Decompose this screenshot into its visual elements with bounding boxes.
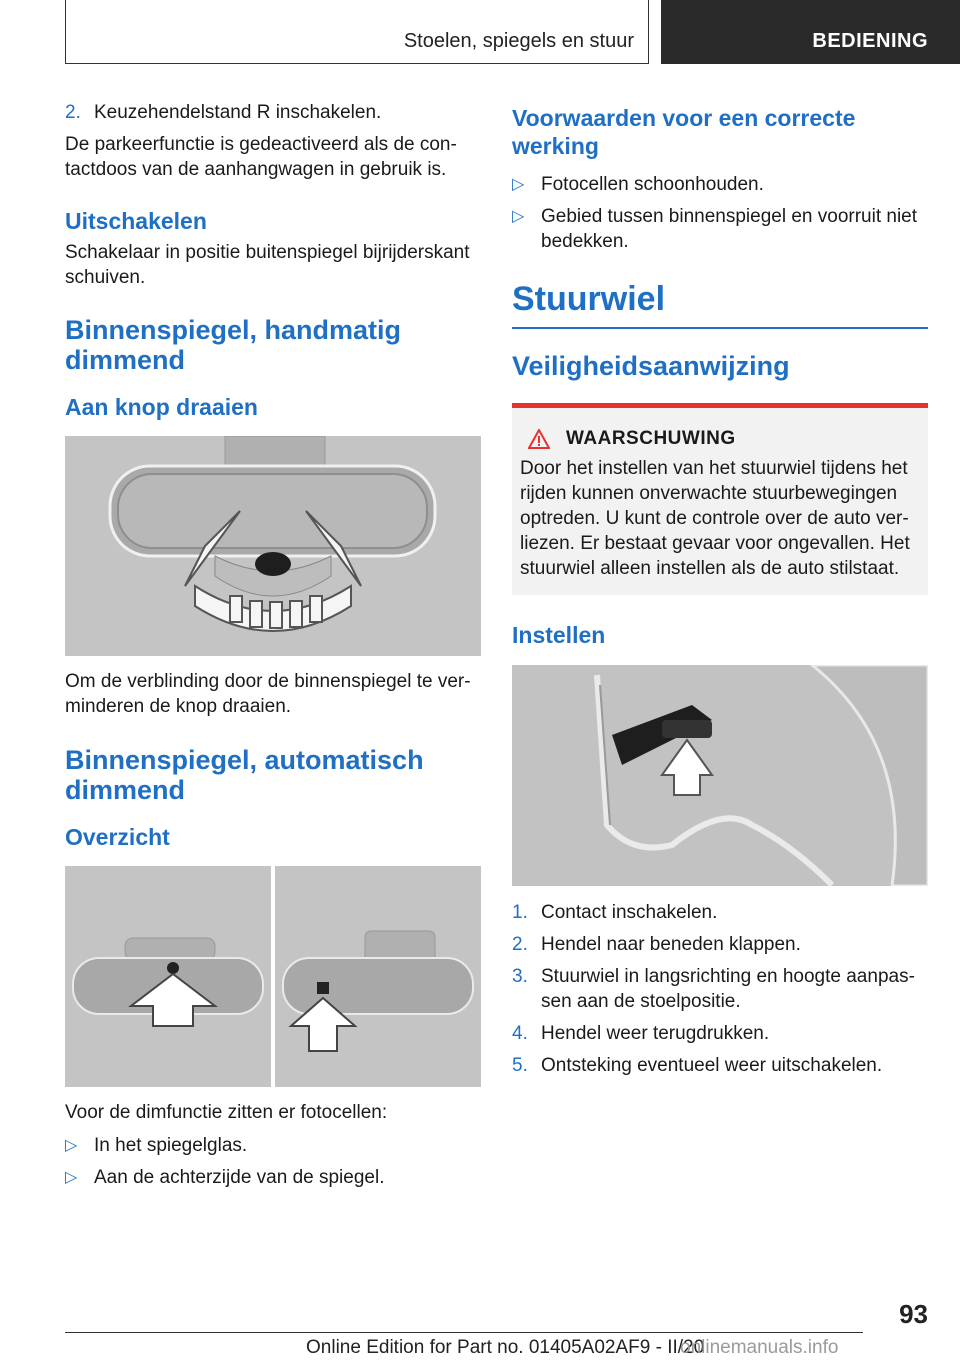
photocell-bullet-list [65, 1133, 481, 1190]
paragraph-uitschakelen: Schakelaar in positie buitenspiegel bijrijderskant schuiven. [65, 242, 470, 288]
list-item-text: Fotocellen schoonhouden. [541, 174, 764, 195]
warning-text: Door het instellen van het stuurwiel tijdens het rijden kunnen onverwachte stuurbewegingen optreden. U kunt de controle over de auto verliezen. Er bestaat gevaar voor ongevallen. Het stuurwiel alleen instellen als de auto stilstaat. [520, 458, 910, 579]
steering-lever-illustration [512, 665, 928, 886]
step-item [512, 964, 928, 1014]
step-item [512, 900, 928, 925]
heading-voorwaarden: Voorwaarden voor een correcte werking [512, 105, 856, 159]
heading-overzicht: Overzicht [65, 824, 170, 850]
triangle-bullet-icon: ▷ [65, 1169, 78, 1186]
list-item [65, 1133, 481, 1158]
step-number: 2. [65, 102, 81, 123]
step-text: Hendel weer terugdrukken. [541, 1023, 770, 1044]
warning-box [512, 403, 928, 595]
right-column [512, 100, 928, 1085]
header-chapter-box [661, 0, 960, 64]
heading-automatisch: Binnenspiegel, automatisch dimmend [65, 745, 424, 805]
step-number: 5. [512, 1055, 528, 1076]
photocell-graphic [65, 866, 481, 1087]
list-item-text: Aan de achterzijde van de spiegel. [94, 1167, 385, 1188]
header-section-box [65, 0, 649, 64]
list-item [65, 1165, 481, 1190]
step-number: 2. [512, 934, 528, 955]
step-number: 4. [512, 1023, 528, 1044]
paragraph-parkeer: De parkeerfunctie is gedeactiveerd als de contactdoos van de aanhangwagen in gebruik is. [65, 134, 457, 180]
step-text: Hendel naar beneden klappen. [541, 934, 801, 955]
mirror-knob-graphic [65, 436, 481, 656]
step-text: Keuzehendelstand R inschakelen. [94, 102, 382, 123]
step-text: Contact inschakelen. [541, 902, 718, 923]
step-number: 1. [512, 902, 528, 923]
header-section-title: Stoelen, spiegels en stuur [403, 30, 634, 52]
list-item-text: In het spiegelglas. [94, 1135, 248, 1156]
instellen-steps-list [512, 900, 928, 1078]
list-item [512, 172, 928, 197]
mirror-knob-illustration [65, 436, 481, 656]
step-item [512, 932, 928, 957]
photocell-illustration [65, 866, 481, 1087]
step-item [65, 100, 481, 125]
step-number: 3. [512, 966, 528, 987]
triangle-bullet-icon: ▷ [512, 176, 525, 193]
step-item [512, 1053, 928, 1078]
heading-veiligheid: Veiligheidsaanwijzing [512, 351, 790, 381]
list-item [512, 204, 928, 254]
heading-knop: Aan knop draaien [65, 394, 258, 420]
paragraph-fotocellen: Voor de dimfunctie zitten er fotocellen: [65, 1102, 388, 1123]
warning-header [520, 428, 920, 450]
step-text: Stuurwiel in langsrichting en hoogte aanpassen aan de stoelpositie. [541, 966, 915, 1012]
triangle-bullet-icon: ▷ [512, 208, 525, 225]
paragraph-knop: Om de verblinding door de binnenspiegel te verminderen de knop draaien. [65, 671, 471, 717]
triangle-bullet-icon: ▷ [65, 1137, 78, 1154]
warning-title: WAARSCHUWING [566, 428, 736, 449]
steering-lever-graphic [512, 665, 928, 886]
warning-triangle-icon [528, 429, 550, 449]
voorwaarden-bullet-list [512, 172, 928, 254]
heading-handmatig: Binnenspiegel, handmatig dimmend [65, 315, 402, 375]
footer-edition: Online Edition for Part no. 01405A02AF9 - II/20 [306, 1337, 705, 1358]
step-text: Ontsteking eventueel weer uitschakelen. [541, 1055, 883, 1076]
list-item-text: Gebied tussen binnenspiegel en voorruit niet bedekken. [541, 206, 918, 252]
header-chapter-title: BEDIENING [812, 30, 928, 52]
footer-divider [65, 1332, 863, 1333]
step-item [512, 1021, 928, 1046]
heading-uitschakelen: Uitschakelen [65, 208, 207, 234]
page-number: 93 [899, 1299, 928, 1329]
left-column [65, 100, 481, 1197]
heading-stuurwiel: Stuurwiel [512, 280, 928, 329]
footer-watermark: onlinemanuals.info [680, 1337, 839, 1358]
heading-instellen: Instellen [512, 622, 606, 648]
